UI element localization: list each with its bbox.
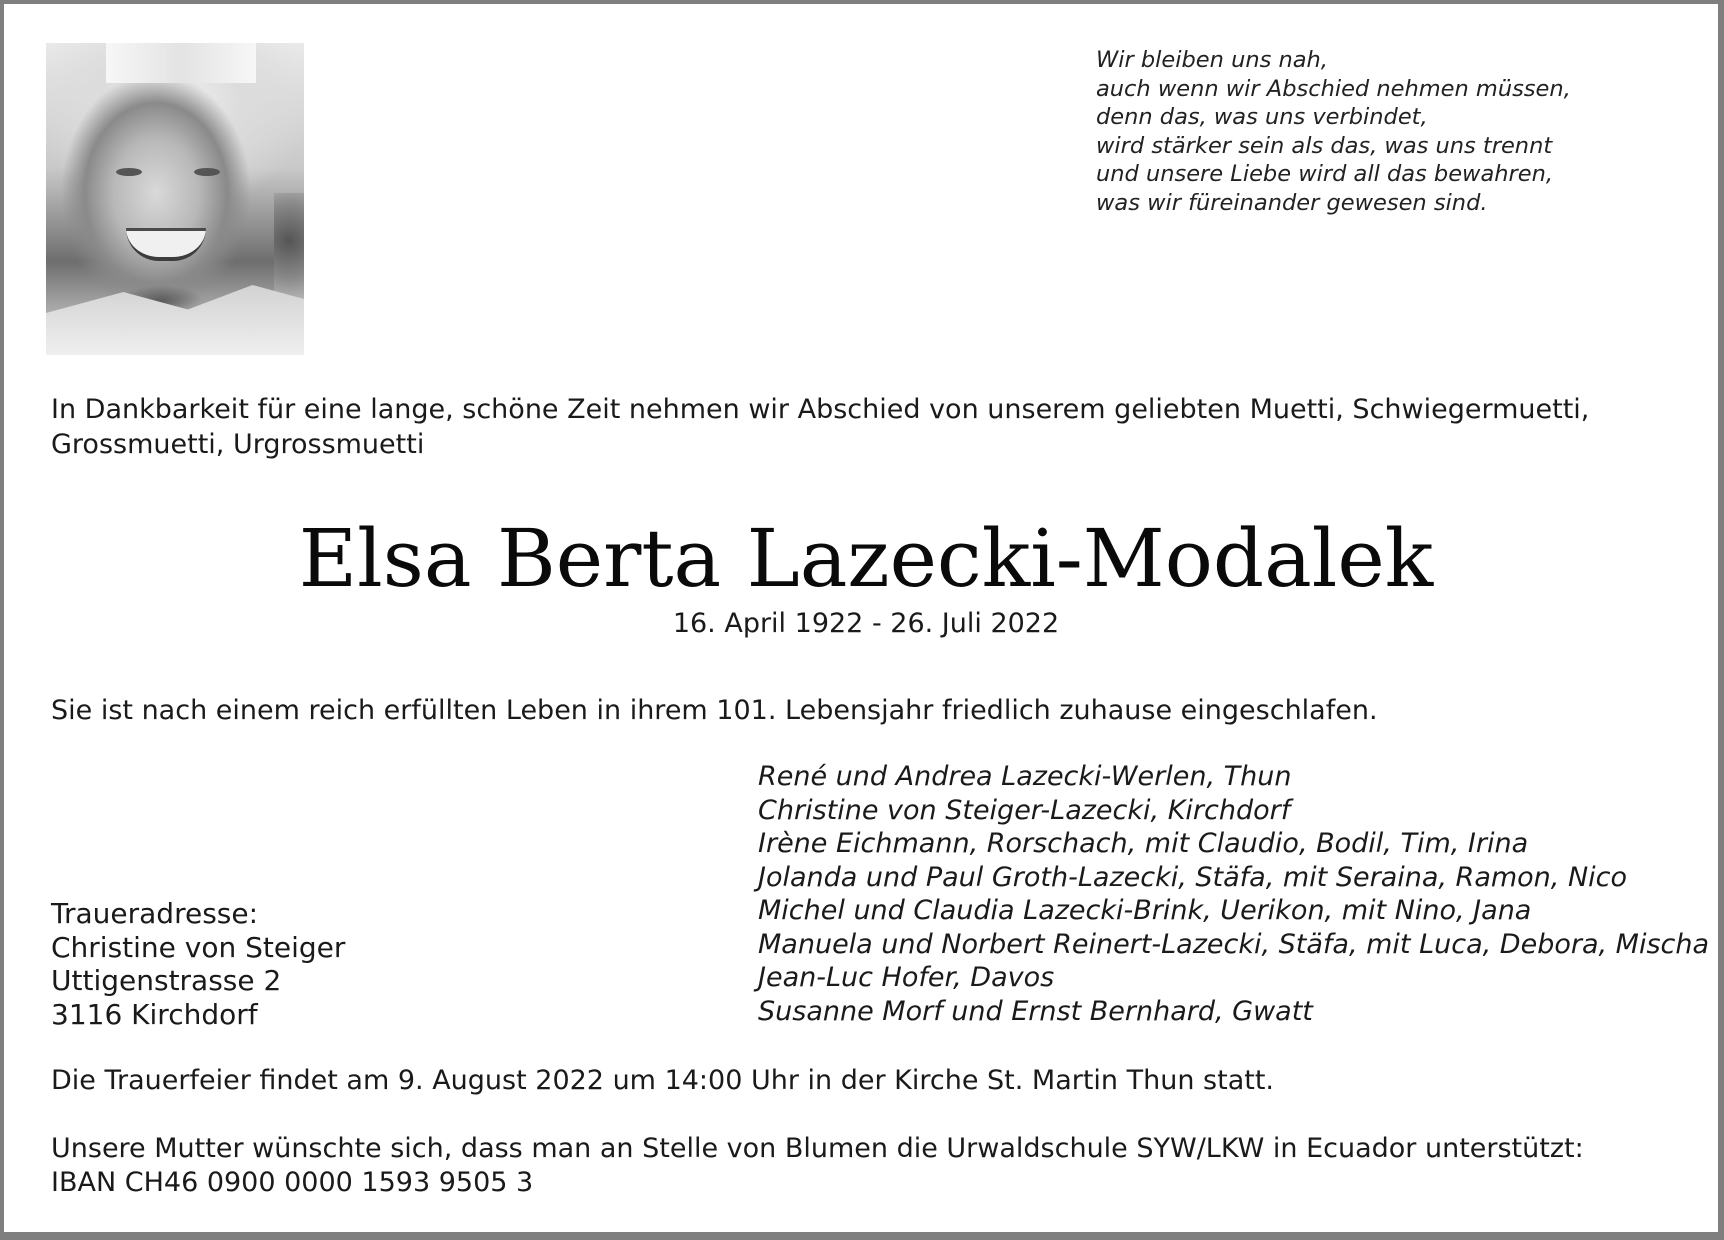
life-dates: 16. April 1922 - 26. Juli 2022 bbox=[672, 608, 1060, 639]
poem bbox=[1096, 46, 1656, 217]
donation-info bbox=[51, 1132, 1691, 1200]
family-member: Susanne Morf und Ernst Bernhard, Gwatt bbox=[758, 995, 1313, 1027]
intro-line-2: Grossmuetti, Urgrossmuetti bbox=[51, 429, 425, 460]
intro-line-1: In Dankbarkeit für eine lange, schöne Zeit nehmen wir Abschied von unserem geliebten Muetti, Schwiegermuetti, bbox=[51, 394, 1590, 425]
life-statement: Sie ist nach einem reich erfüllten Leben in ihrem 101. Lebensjahr friedlich zuhause eingeschlafen. bbox=[51, 695, 1378, 726]
family-member: Irène Eichmann, Rorschach, mit Claudio, Bodil, Tim, Irina bbox=[758, 828, 1529, 859]
poem-line: was wir füreinander gewesen sind. bbox=[1096, 189, 1488, 216]
photo-face-eyes bbox=[116, 168, 236, 180]
donation-text: Unsere Mutter wünschte sich, dass man an Stelle von Blumen die Urwaldschule SYW/LKW in Ecuador unterstützt: bbox=[51, 1133, 1584, 1164]
family-member: Manuela und Norbert Reinert-Lazecki, Stäfa, mit Luca, Debora, Mischa bbox=[758, 928, 1710, 960]
poem-line: denn das, was uns verbindet, bbox=[1096, 104, 1428, 130]
family-member: Michel und Claudia Lazecki-Brink, Uerikon, mit Nino, Jana bbox=[758, 895, 1532, 926]
poem-line: auch wenn wir Abschied nehmen müssen, bbox=[1096, 75, 1571, 102]
family-member: Christine von Steiger-Lazecki, Kirchdorf bbox=[758, 794, 1291, 826]
address-name: Christine von Steiger bbox=[51, 930, 346, 964]
portrait-photo bbox=[46, 43, 304, 355]
poem-line: und unsere Liebe wird all das bewahren, bbox=[1096, 161, 1553, 187]
photo-background-window bbox=[106, 43, 256, 83]
family-member: René und Andrea Lazecki-Werlen, Thun bbox=[758, 761, 1292, 792]
obituary-page bbox=[4, 4, 1718, 1232]
donation-iban: IBAN CH46 0900 0000 1593 9505 3 bbox=[51, 1167, 534, 1198]
deceased-name: Elsa Berta Lazecki-Modalek bbox=[298, 512, 1434, 605]
ceremony-info: Die Trauerfeier findet am 9. August 2022 um 14:00 Uhr in der Kirche St. Martin Thun statt. bbox=[51, 1065, 1274, 1096]
poem-line: wird stärker sein als das, was uns trennt bbox=[1096, 132, 1553, 159]
address-city: 3116 Kirchdorf bbox=[51, 997, 258, 1031]
photo-collar bbox=[46, 285, 304, 355]
mourning-address bbox=[51, 897, 651, 1031]
family-member: Jean-Luc Hofer, Davos bbox=[758, 962, 1055, 993]
address-street: Uttigenstrasse 2 bbox=[51, 964, 282, 997]
address-label: Traueradresse: bbox=[51, 897, 259, 930]
poem-line: Wir bleiben uns nah, bbox=[1096, 47, 1328, 73]
photo-face-smile bbox=[126, 228, 206, 261]
intro-text bbox=[51, 392, 1691, 462]
family-member: Jolanda und Paul Groth-Lazecki, Stäfa, mit Seraina, Ramon, Nico bbox=[758, 861, 1628, 893]
family-list bbox=[758, 760, 1708, 1028]
